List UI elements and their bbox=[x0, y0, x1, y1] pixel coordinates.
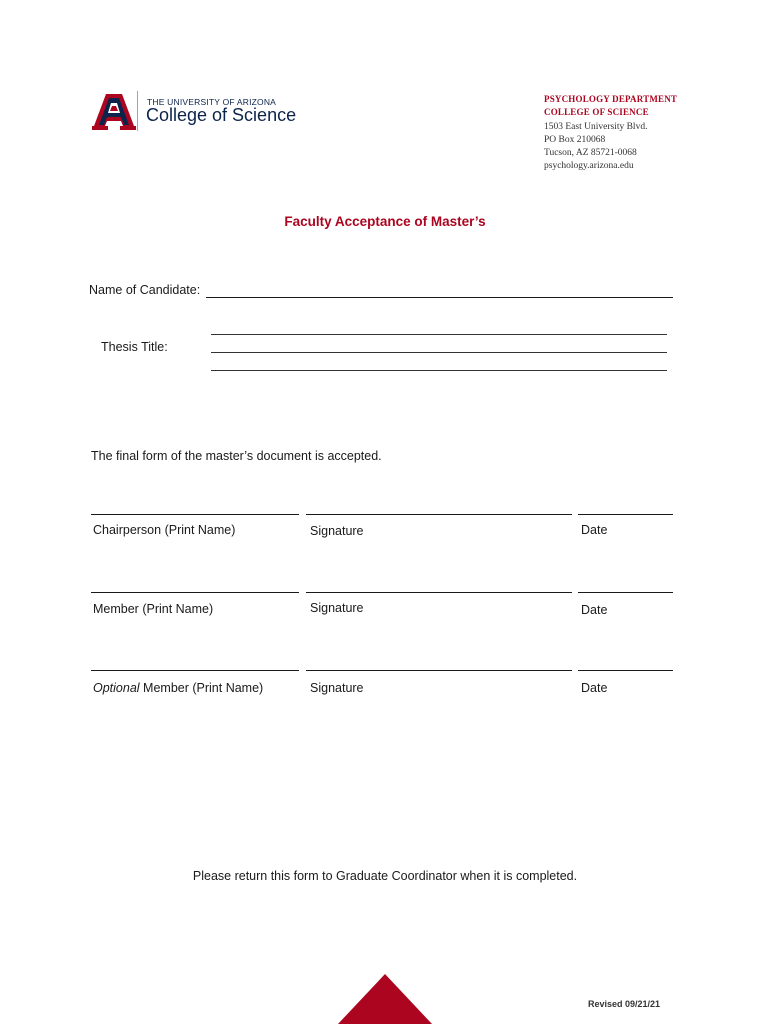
acceptance-statement: The final form of the master’s document is accepted. bbox=[91, 449, 382, 463]
member-date-label: Date bbox=[581, 603, 608, 617]
return-instructions: Please return this form to Graduate Coordinator when it is completed. bbox=[192, 869, 578, 883]
candidate-name-line[interactable] bbox=[206, 297, 673, 298]
chairperson-name-label: Chairperson (Print Name) bbox=[93, 523, 236, 537]
optional-member-signature-line[interactable] bbox=[306, 670, 572, 671]
logo-college-name: College of Science bbox=[146, 105, 297, 125]
member-date-line[interactable] bbox=[578, 592, 673, 593]
candidate-label: Name of Candidate: bbox=[89, 283, 201, 297]
optional-member-date-line[interactable] bbox=[578, 670, 673, 671]
address-city: Tucson, AZ 85721-0068 bbox=[544, 148, 637, 158]
thesis-title-line-1[interactable] bbox=[211, 334, 667, 335]
logo-divider bbox=[137, 91, 138, 131]
optional-member-name-line[interactable] bbox=[91, 670, 299, 671]
decorative-triangle-icon bbox=[338, 974, 432, 1024]
thesis-title-line-2[interactable] bbox=[211, 352, 667, 353]
chairperson-date-label: Date bbox=[581, 523, 608, 537]
thesis-title-line-3[interactable] bbox=[211, 370, 667, 371]
address-web: psychology.arizona.edu bbox=[544, 161, 634, 171]
address-po-box: PO Box 210068 bbox=[544, 135, 606, 145]
page-title: Faculty Acceptance of Master’s bbox=[284, 214, 486, 229]
member-signature-line[interactable] bbox=[306, 592, 572, 593]
chairperson-signature-label: Signature bbox=[310, 524, 364, 538]
logo-university-name: THE UNIVERSITY OF ARIZONA bbox=[147, 97, 277, 107]
optional-member-date-label: Date bbox=[581, 681, 608, 695]
chairperson-date-line[interactable] bbox=[578, 514, 673, 515]
optional-prefix: Optional bbox=[93, 681, 140, 695]
college-name: COLLEGE OF SCIENCE bbox=[544, 107, 649, 117]
optional-member-label-text: Member (Print Name) bbox=[143, 681, 264, 695]
revision-date: Revised 09/21/21 bbox=[588, 999, 661, 1009]
optional-member-name-label bbox=[93, 681, 263, 695]
address-street: 1503 East University Blvd. bbox=[544, 122, 648, 132]
optional-member-signature-label: Signature bbox=[310, 681, 364, 695]
member-name-line[interactable] bbox=[91, 592, 299, 593]
department-name: PSYCHOLOGY DEPARTMENT bbox=[544, 94, 678, 104]
member-signature-label: Signature bbox=[310, 601, 364, 615]
thesis-label: Thesis Title: bbox=[101, 340, 168, 354]
chairperson-signature-line[interactable] bbox=[306, 514, 572, 515]
member-name-label: Member (Print Name) bbox=[93, 602, 214, 616]
chairperson-name-line[interactable] bbox=[91, 514, 299, 515]
university-logo-icon bbox=[92, 92, 136, 132]
